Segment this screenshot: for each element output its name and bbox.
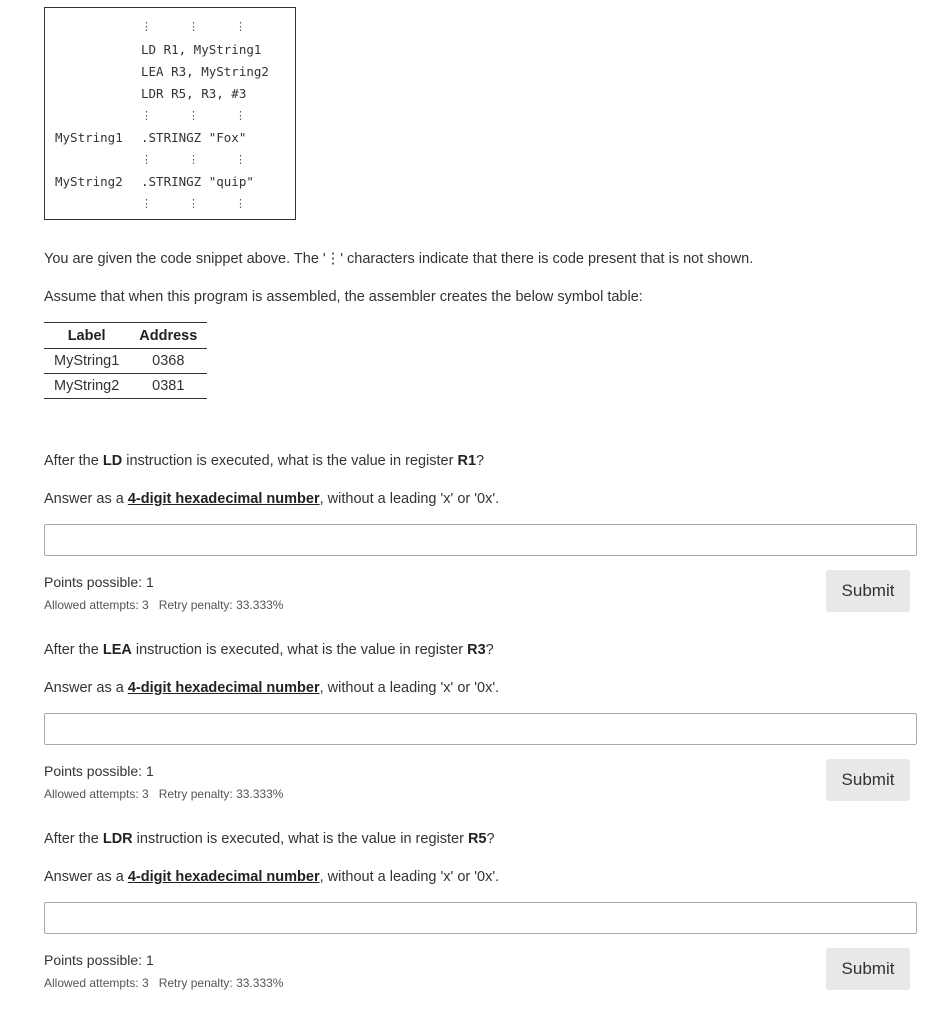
question-3-format-hint: Answer as a 4-digit hexadecimal number, without a leading 'x' or '0x'.: [44, 869, 500, 885]
question-1-points: Points possible: 1: [44, 574, 154, 590]
question-3-attempts: Allowed attempts: 3 Retry penalty: 33.333%: [44, 976, 284, 990]
table-row: [44, 374, 207, 399]
question-1-prompt: After the LD instruction is executed, what is the value in register R1?: [44, 453, 485, 469]
table-cell-label: MyString2: [44, 374, 129, 399]
question-2-points: Points possible: 1: [44, 763, 154, 779]
code-line-ellipsis: ⋮ ⋮ ⋮: [141, 109, 246, 122]
column-header-label: Label: [44, 323, 129, 349]
code-line-ellipsis: ⋮ ⋮ ⋮: [141, 153, 246, 166]
table-cell-address: 0381: [129, 374, 207, 399]
question-3-points: Points possible: 1: [44, 952, 154, 968]
question-2-attempts: Allowed attempts: 3 Retry penalty: 33.333%: [44, 787, 284, 801]
question-3-submit-button[interactable]: Submit: [826, 948, 910, 990]
code-snippet: [44, 7, 296, 220]
question-2-answer-input[interactable]: [44, 713, 917, 745]
question-1-format-hint: Answer as a 4-digit hexadecimal number, without a leading 'x' or '0x'.: [44, 491, 500, 507]
question-3-prompt: After the LDR instruction is executed, what is the value in register R5?: [44, 831, 495, 847]
symbol-table-header: [44, 323, 207, 349]
code-line-ellipsis: ⋮ ⋮ ⋮: [141, 197, 246, 210]
table-row: [44, 349, 207, 374]
code-line-ldr: LDR R5, R3, #3: [141, 86, 247, 101]
table-cell-address: 0368: [129, 349, 207, 374]
code-line-mystring1: MyString1 .STRINGZ "Fox": [55, 130, 247, 145]
question-2-format-hint: Answer as a 4-digit hexadecimal number, without a leading 'x' or '0x'.: [44, 680, 500, 696]
code-line-ellipsis: ⋮ ⋮ ⋮: [141, 20, 246, 33]
table-cell-label: MyString1: [44, 349, 129, 374]
question-1-answer-input[interactable]: [44, 524, 917, 556]
question-1-submit-button[interactable]: Submit: [826, 570, 910, 612]
intro-given-text: You are given the code snippet above. The '⋮' characters indicate that there is code present that is not shown.: [44, 251, 754, 267]
code-line-lea: LEA R3, MyString2: [141, 64, 269, 79]
column-header-address: Address: [129, 323, 207, 349]
symbol-table: [44, 322, 207, 399]
code-line-ld: LD R1, MyString1: [141, 42, 262, 57]
intro-assume-text: Assume that when this program is assembled, the assembler creates the below symbol table:: [44, 289, 643, 305]
question-2-submit-button[interactable]: Submit: [826, 759, 910, 801]
question-2-prompt: After the LEA instruction is executed, what is the value in register R3?: [44, 642, 494, 658]
question-1-attempts: Allowed attempts: 3 Retry penalty: 33.333%: [44, 598, 284, 612]
code-line-mystring2: MyString2 .STRINGZ "quip": [55, 174, 254, 189]
question-3-answer-input[interactable]: [44, 902, 917, 934]
